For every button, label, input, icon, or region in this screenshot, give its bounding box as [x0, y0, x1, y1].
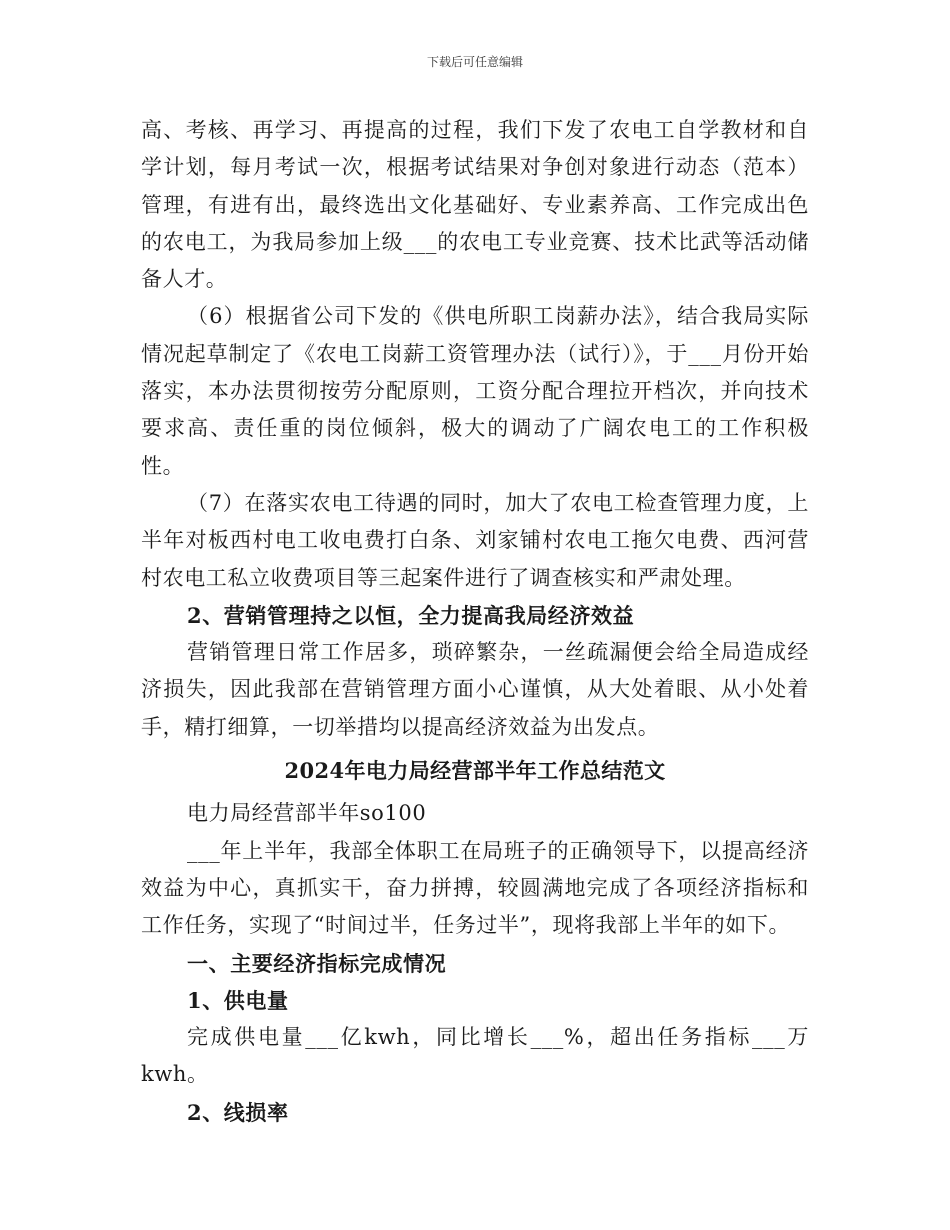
paragraph-continuation: 高、考核、再学习、再提高的过程，我们下发了农电工自学教材和自学计划，每月考试一次，根据考试结果对争创对象进行动态（范本）管理，有进有出，最终选出文化基础好、专业素养高、工作完成出色的农电工，为我局参加上级___的农电工专业竞赛、技术比武等活动储备人才。: [141, 118, 809, 292]
subheading-power-supply: 1、供电量: [187, 987, 289, 1013]
section-heading-indicators: 一、主要经济指标完成情况: [187, 950, 447, 976]
document-title: 2024年电力局经营部半年工作总结范文: [284, 758, 666, 784]
section-heading-marketing: 2、营销管理持之以恒，全力提高我局经济效益: [187, 602, 635, 628]
subheading-line-loss: 2、线损率: [187, 1099, 289, 1125]
paragraph-marketing: 营销管理日常工作居多，琐碎繁杂，一丝疏漏便会给全局造成经济损失，因此我部在营销管理方面小心谨慎，从大处着眼、从小处着手，精打细算，一切举措均以提高经济效益为出发点。: [141, 640, 809, 739]
page-header: 下载后可任意编辑: [426, 55, 523, 69]
paragraph-item-6: （6）根据省公司下发的《供电所职工岗薪办法》，结合我局实际情况起草制定了《农电工岗薪工资管理办法（试行）》，于___月份开始落实，本办法贯彻按劳分配原则，工资分配合理拉开档次，并向技术要求高、责任重的岗位倾斜，极大的调动了广阔农电工的工作积极性。: [141, 304, 809, 478]
paragraph-item-7: （7）在落实农电工待遇的同时，加大了农电工检查管理力度，上半年对板西村电工收电费打白条、刘家铺村农电工拖欠电费、西河营村农电工私立收费项目等三起案件进行了调查核实和严肃处理。: [141, 490, 809, 590]
paragraph-subtitle: 电力局经营部半年so100: [187, 801, 427, 826]
paragraph-intro: ___年上半年，我部全体职工在局班子的正确领导下，以提高经济效益为中心，真抓实干，奋力拼搏，较圆满地完成了各项经济指标和工作任务，实现了“时间过半，任务过半”，现将我部上半年的如下。: [141, 838, 809, 938]
document-body: [141, 112, 809, 1131]
paragraph-power-supply: 完成供电量___亿kwh，同比增长___%，超出任务指标___万kwh。: [141, 1025, 809, 1087]
